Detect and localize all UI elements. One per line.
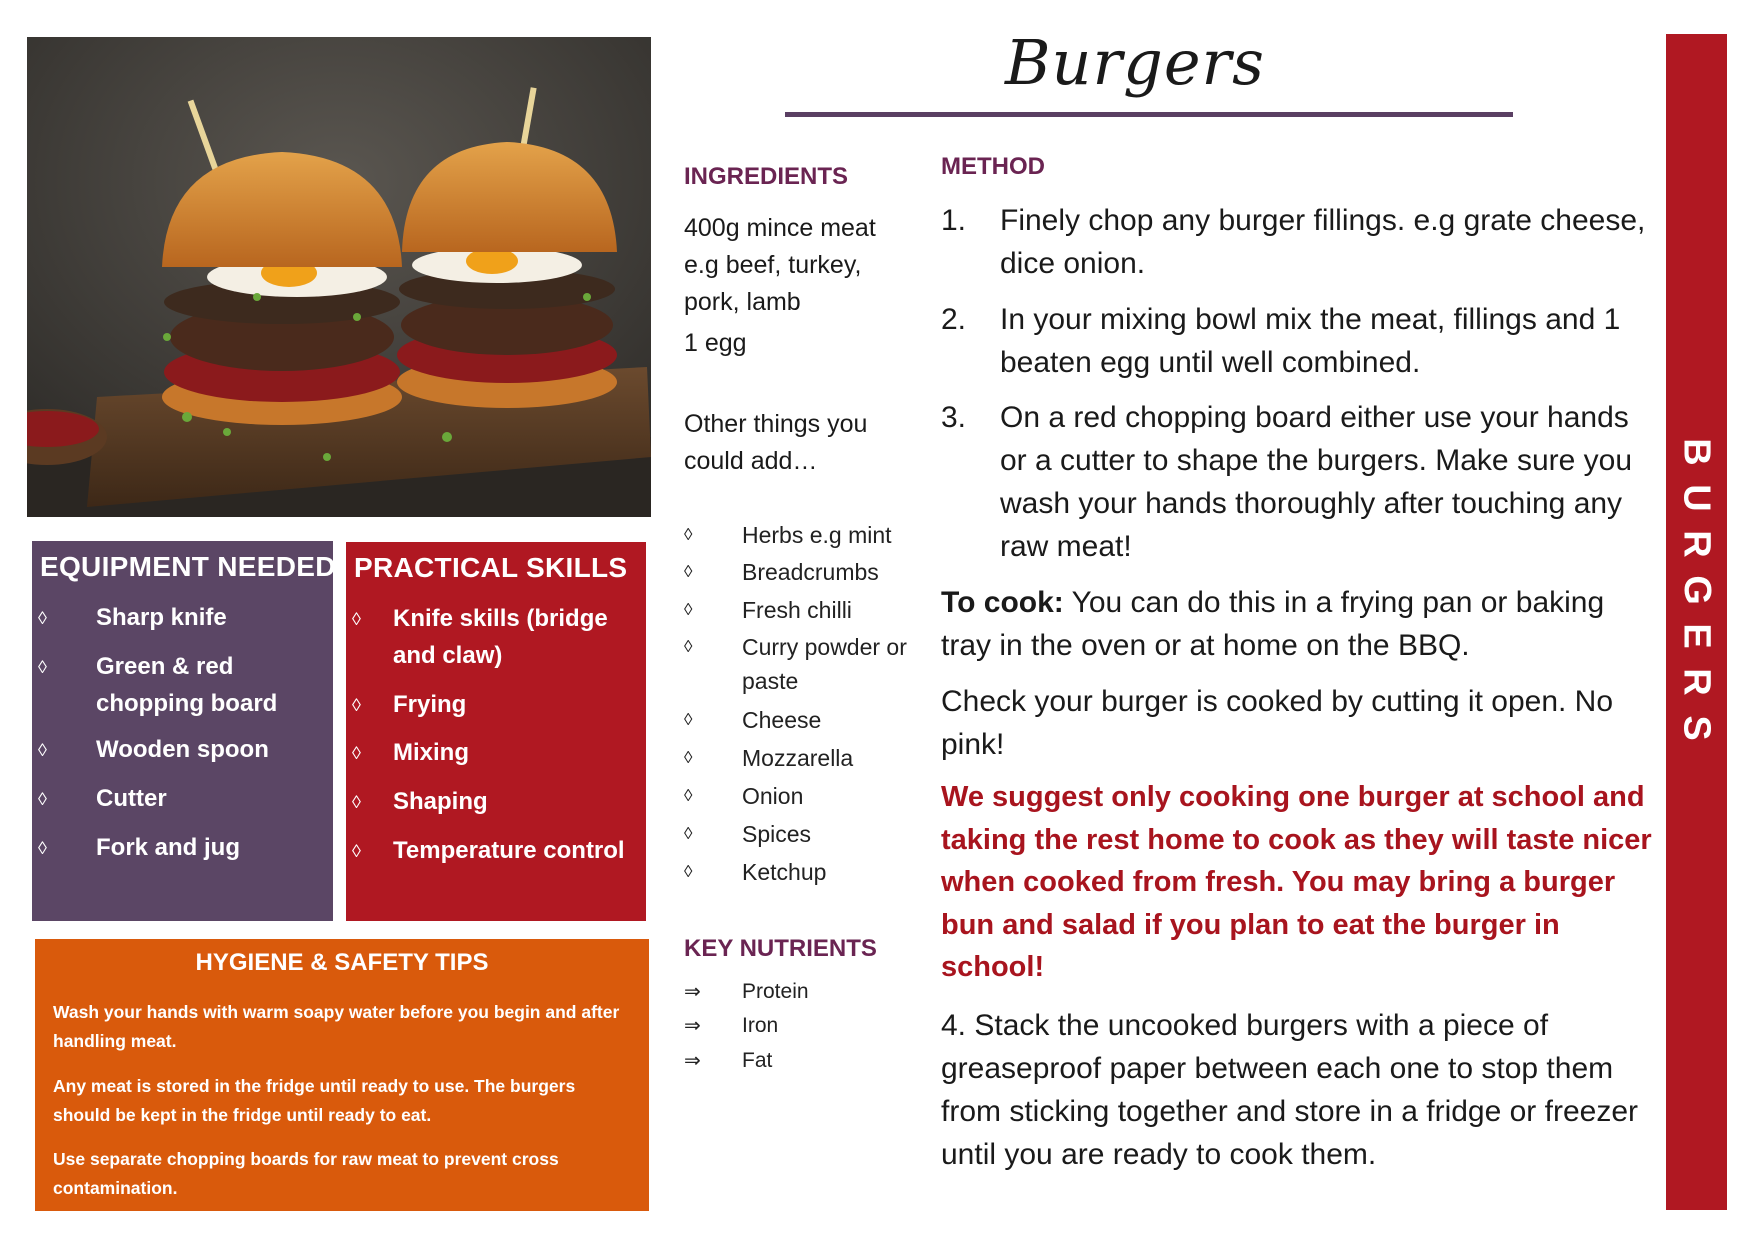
ingredients-main: 400g mince meat e.g beef, turkey, pork, lamb	[684, 214, 876, 316]
side-letter: U	[1675, 484, 1718, 512]
nutrient-item: Fat	[742, 1049, 773, 1072]
nutrient-item: Iron	[742, 1014, 779, 1037]
page-title: Burgers	[1005, 26, 1265, 99]
step-number: 1.	[941, 204, 967, 237]
skills-heading: PRACTICAL SKILLS	[354, 552, 628, 583]
skill-item: Shaping	[393, 788, 488, 815]
hygiene-box	[35, 939, 649, 1211]
ingredients-egg: 1 egg	[684, 329, 747, 357]
hygiene-heading: HYGIENE & SAFETY TIPS	[195, 949, 489, 976]
hygiene-tip: Use separate chopping boards for raw meat to prevent cross contamination.	[53, 1149, 559, 1198]
method-step	[941, 396, 1656, 576]
step-text: In your mixing bowl mix the meat, fillings and 1 beaten egg until well combined.	[1000, 303, 1621, 379]
hygiene-tip: Any meat is stored in the fridge until ready to use. The burgers should be kept in the fridge until ready to eat.	[53, 1076, 576, 1125]
diamond-bullet-icon: ◊	[684, 748, 693, 767]
burger-photo	[27, 37, 651, 517]
side-letter: S	[1675, 715, 1718, 741]
ingredients-heading: INGREDIENTS	[684, 163, 849, 190]
diamond-bullet-icon: ◊	[684, 525, 693, 544]
diamond-bullet-icon: ◊	[352, 792, 361, 812]
other-ingredient: Herbs e.g mint	[742, 522, 892, 548]
practical-skills-box	[346, 542, 646, 921]
other-ingredient: Fresh chilli	[742, 597, 852, 623]
key-nutrients-heading: KEY NUTRIENTS	[684, 935, 877, 962]
side-letter: R	[1675, 668, 1718, 696]
step-four-paragraph: 4. Stack the uncooked burgers with a piece of greaseproof paper between each one to stop them from sticking together and store in a fridge or freezer until you are ready to cook them.	[941, 1009, 1639, 1171]
title-underline	[785, 112, 1513, 117]
skill-item: Mixing	[393, 739, 469, 766]
nutrients-list	[684, 975, 944, 1085]
other-ingredient: Onion	[742, 783, 804, 809]
step-number: 3.	[941, 401, 967, 434]
other-ingredient: Mozzarella	[742, 745, 854, 771]
other-ingredient: Cheese	[742, 707, 822, 733]
equipment-heading: EQUIPMENT NEEDED	[40, 551, 336, 582]
skill-item: Temperature control	[393, 837, 625, 864]
diamond-bullet-icon: ◊	[352, 841, 361, 861]
equipment-box	[32, 541, 336, 921]
diamond-bullet-icon: ◊	[684, 824, 693, 843]
arrow-right-icon: ⇒	[684, 1015, 701, 1037]
diamond-bullet-icon: ◊	[38, 789, 47, 809]
equipment-item: Green & red chopping board	[96, 653, 278, 717]
method-heading: METHOD	[941, 153, 1045, 180]
diamond-bullet-icon: ◊	[352, 609, 361, 629]
equipment-item: Wooden spoon	[96, 736, 269, 763]
equipment-item: Cutter	[96, 785, 167, 812]
to-cook-paragraph	[941, 581, 1656, 667]
side-tab-letters	[1666, 429, 1727, 751]
diamond-bullet-icon: ◊	[684, 710, 693, 729]
diamond-bullet-icon: ◊	[684, 637, 693, 656]
step-text: On a red chopping board either use your hands or a cutter to shape the burgers. Make sure you wash your hands thoroughly after touching any raw meat!	[1000, 401, 1633, 563]
diamond-bullet-icon: ◊	[684, 862, 693, 881]
skill-item: Knife skills (bridge and claw)	[393, 605, 608, 669]
side-letter: R	[1675, 530, 1718, 558]
step-text: Finely chop any burger fillings. e.g grate cheese, dice onion.	[1000, 204, 1646, 280]
diamond-bullet-icon: ◊	[38, 740, 47, 760]
arrow-right-icon: ⇒	[684, 981, 701, 1003]
suggestion-paragraph: We suggest only cooking one burger at school and taking the rest home to cook as they will taste nicer when cooked from fresh. You may bring a burger bun and salad if you plan to eat the burger in school!	[941, 781, 1652, 983]
other-ingredients-list	[684, 518, 944, 898]
diamond-bullet-icon: ◊	[684, 562, 693, 581]
method-step	[941, 199, 1656, 289]
other-ingredient: Ketchup	[742, 859, 827, 885]
burgers-photo-icon	[27, 37, 651, 517]
step-number: 2.	[941, 303, 967, 336]
to-cook-label: To cook:	[941, 586, 1064, 619]
arrow-right-icon: ⇒	[684, 1050, 701, 1072]
diamond-bullet-icon: ◊	[684, 600, 693, 619]
side-letter: G	[1675, 575, 1718, 605]
side-tab	[1666, 34, 1727, 1210]
side-letter: B	[1675, 438, 1718, 466]
method-step	[941, 298, 1656, 388]
other-ingredient: Spices	[742, 821, 812, 847]
equipment-item: Sharp knife	[96, 604, 227, 631]
nutrient-item: Protein	[742, 980, 809, 1003]
diamond-bullet-icon: ◊	[38, 608, 47, 628]
diamond-bullet-icon: ◊	[38, 838, 47, 858]
diamond-bullet-icon: ◊	[352, 695, 361, 715]
diamond-bullet-icon: ◊	[38, 657, 47, 677]
other-ingredient: Breadcrumbs	[742, 559, 879, 585]
check-cooked-paragraph: Check your burger is cooked by cutting it open. No pink!	[941, 685, 1614, 761]
diamond-bullet-icon: ◊	[352, 743, 361, 763]
skill-item: Frying	[393, 691, 467, 718]
other-ingredient: Curry powder or paste	[742, 634, 907, 694]
equipment-item: Fork and jug	[96, 834, 240, 861]
to-cook-text: You can do this in a frying pan or baking tray in the oven or at home on the BBQ.	[941, 586, 1605, 662]
diamond-bullet-icon: ◊	[684, 786, 693, 805]
side-letter: E	[1675, 623, 1718, 649]
other-things-heading: Other things you could add…	[684, 410, 868, 475]
hygiene-tip: Wash your hands with warm soapy water before you begin and after handling meat.	[53, 1002, 620, 1051]
